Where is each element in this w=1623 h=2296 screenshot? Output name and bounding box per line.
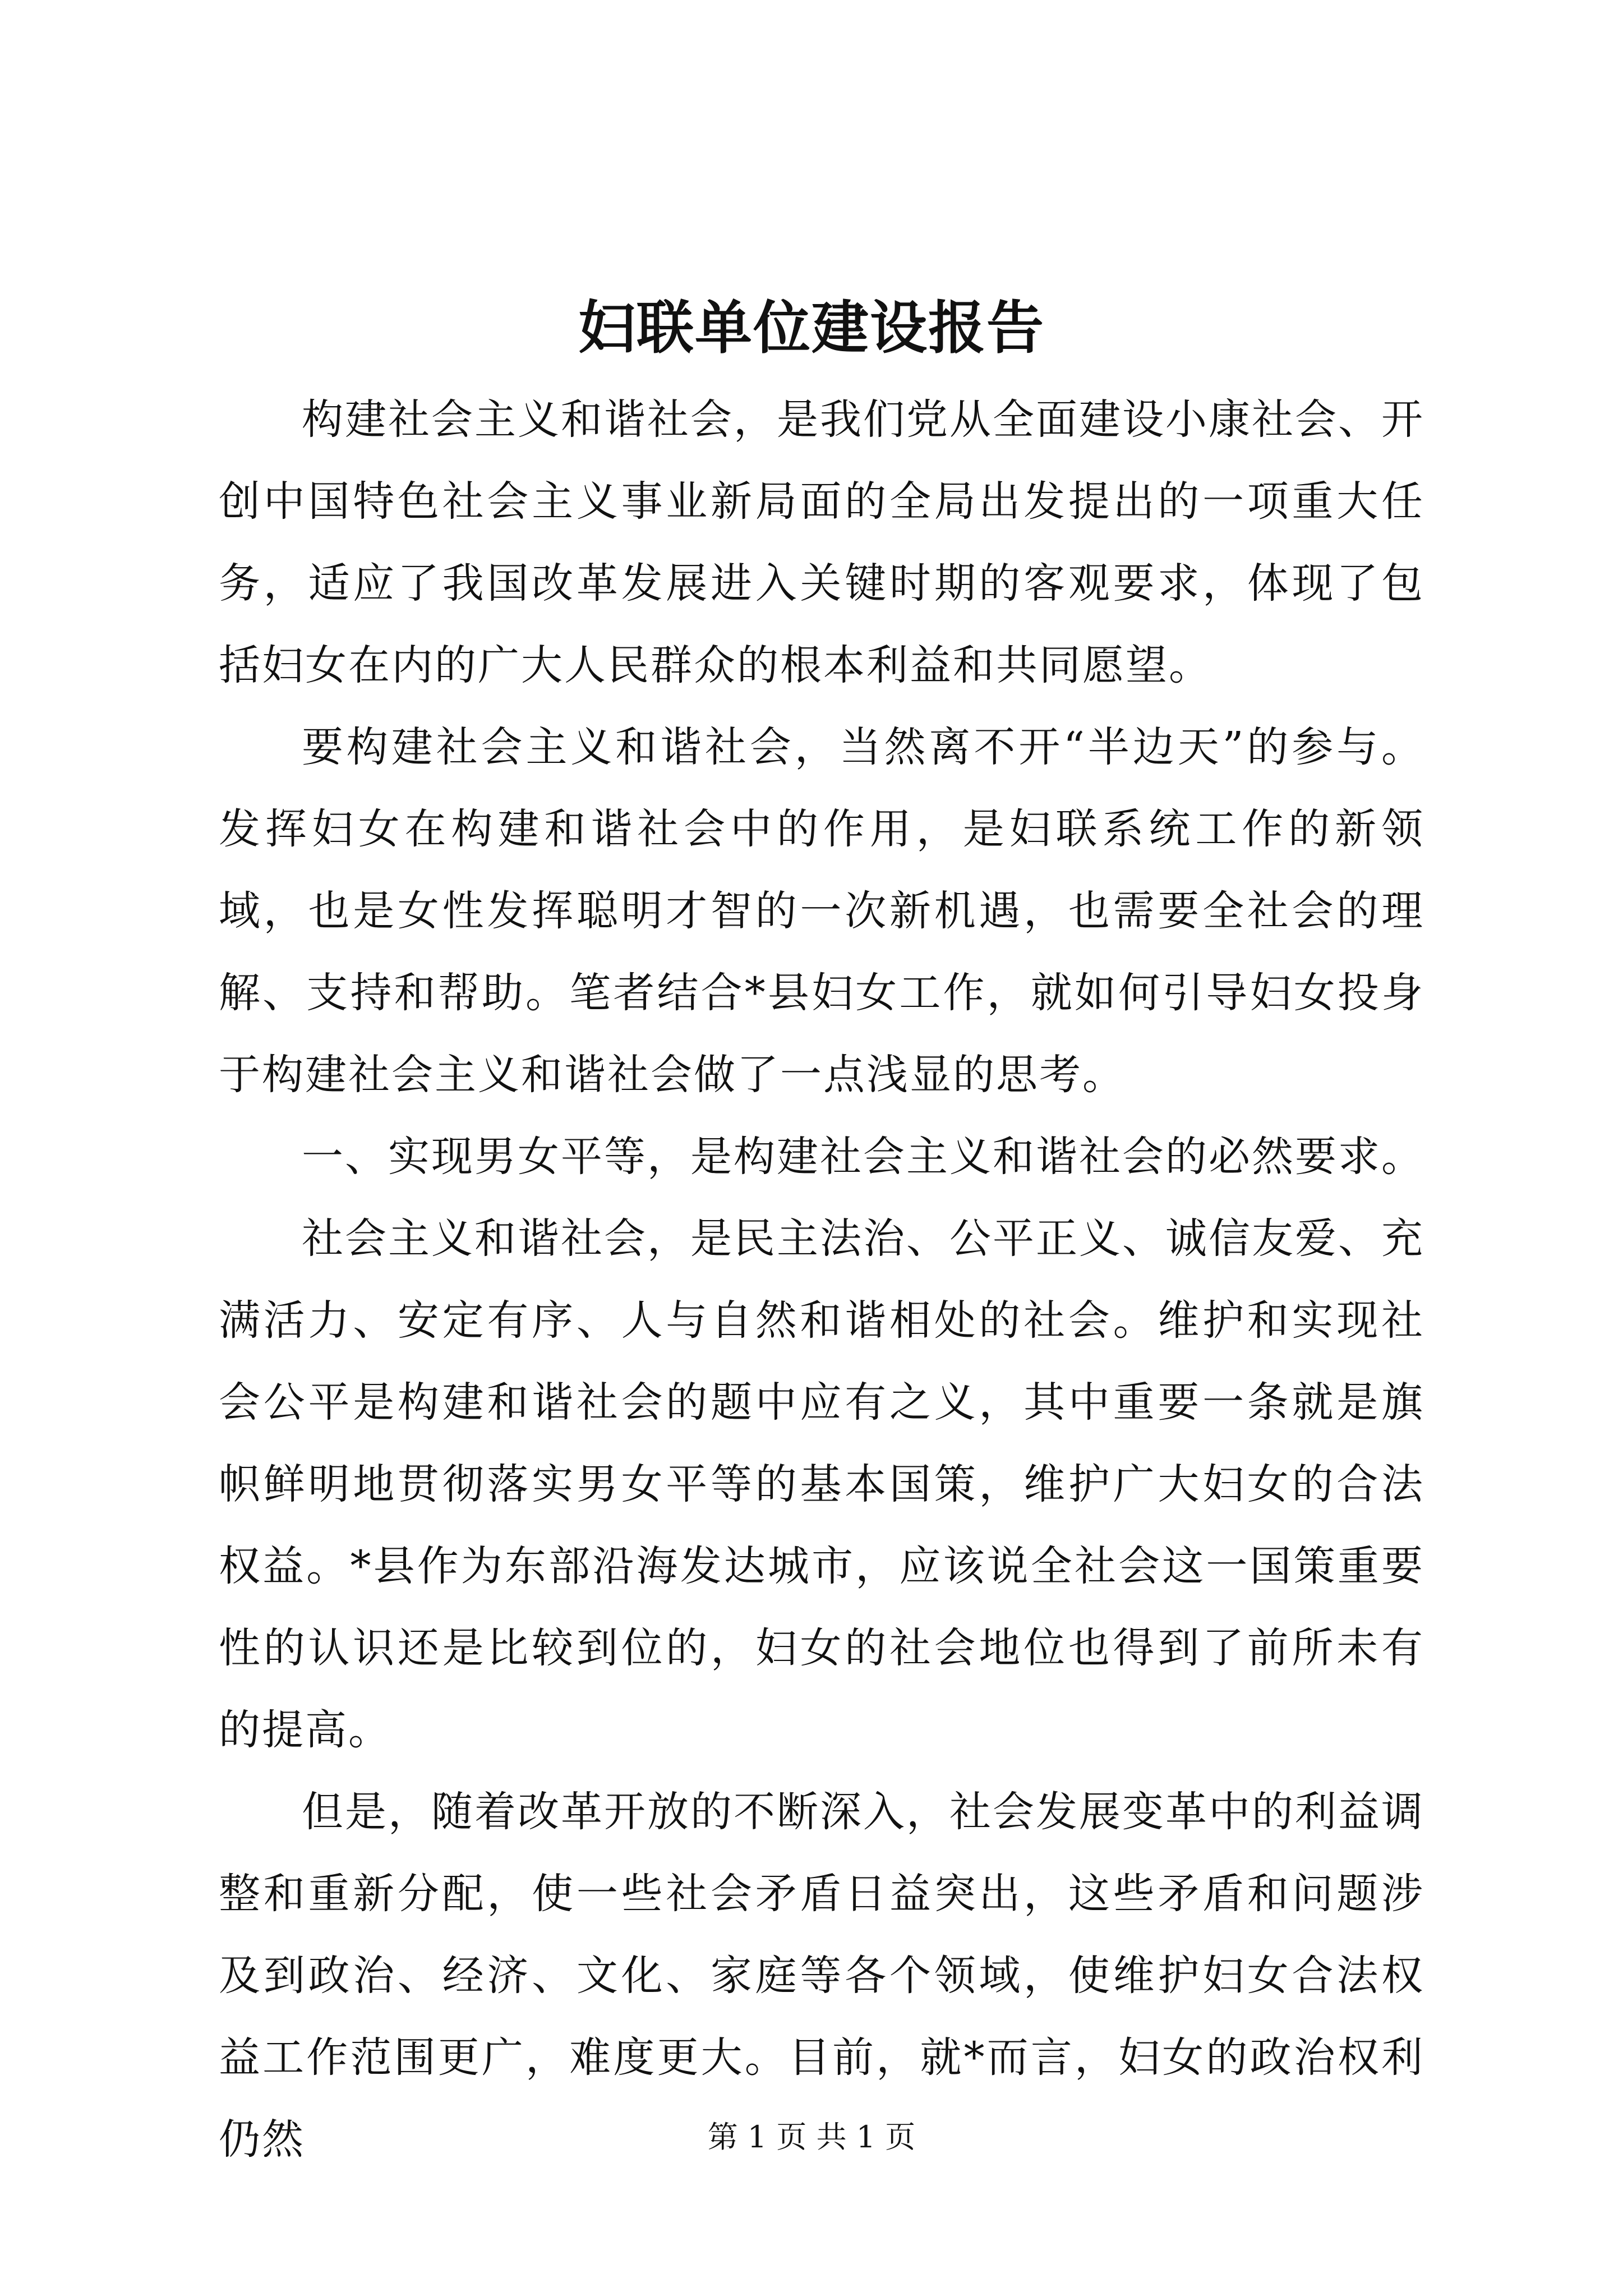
paragraph-2: 要构建社会主义和谐社会，当然离不开“半边天”的参与。发挥妇女在构建和谐社会中的作用，是妇联系统工作的新领域，也是女性发挥聪明才智的一次新机遇，也需要全社会的理解、支持和帮助。笔者结合*县妇女工作，就如何引导妇女投身于构建社会主义和谐社会做了一点浅显的思考。 (219, 723, 1424, 1099)
document-title: 妇联单位建设报告 (578, 295, 1045, 362)
page-footer: 第 1 页 共 1 页 (707, 2119, 916, 2155)
document-body (219, 379, 1424, 2180)
paragraph-1: 构建社会主义和谐社会，是我们党从全面建设小康社会、开创中国特色社会主义事业新局面的全局出发提出的一项重大任务，适应了我国改革发展进入关键时期的客观要求，体现了包括妇女在内的广大人民群众的根本利益和共同愿望。 (219, 395, 1424, 689)
paragraph-3: 社会主义和谐社会，是民主法治、公平正义、诚信友爱、充满活力、安定有序、人与自然和谐相处的社会。维护和实现社会公平是构建和谐社会的题中应有之义，其中重要一条就是旗帜鲜明地贯彻落实男女平等的基本国策，维护广大妇女的合法权益。*县作为东部沿海发达城市，应该说全社会这一国策重要性的认识还是比较到位的，妇女的社会地位也得到了前所未有的提高。 (219, 1214, 1424, 1754)
section-heading-1: 一、实现男女平等，是构建社会主义和谐社会的必然要求。 (302, 1133, 1424, 1181)
paragraph-4: 但是，随着改革开放的不断深入，社会发展变革中的利益调整和重新分配，使一些社会矛盾日益突出，这些矛盾和问题涉及到政治、经济、文化、家庭等各个领域，使维护妇女合法权益工作范围更广，难度更大。目前，就*而言，妇女的政治权利仍然 (219, 1788, 1424, 2164)
